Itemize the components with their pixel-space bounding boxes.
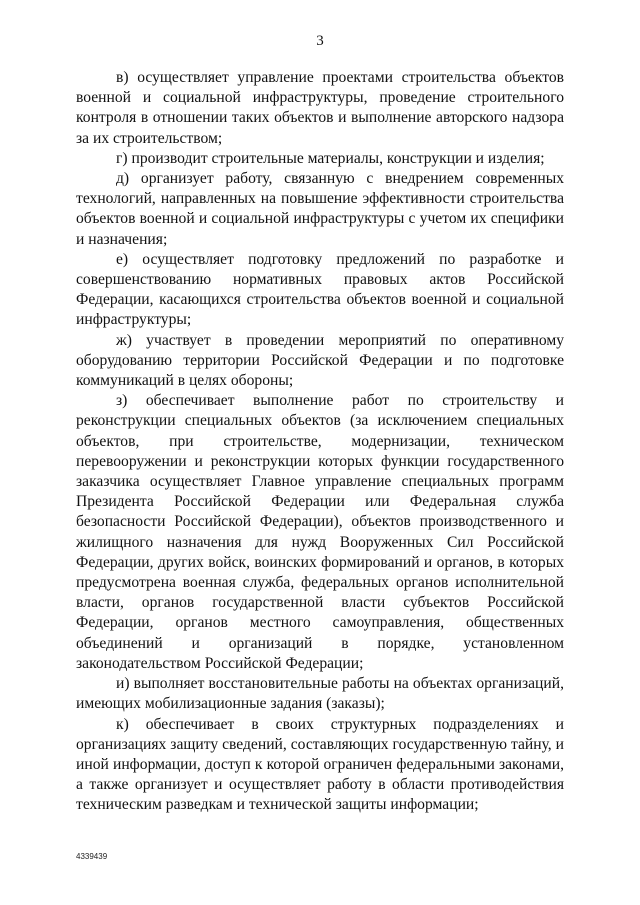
document-code: 4339439 [76,852,108,861]
paragraph-i: и) выполняет восстановительные работы на объектах организаций, имеющих мобилизационные задания (заказы); [76,675,564,713]
paragraph-zh: ж) участвует в проведении мероприятий по оперативному оборудованию территории Российской Федерации и по подготовке коммуникаций в целях обороны; [76,331,564,390]
page-number: 3 [316,33,324,49]
paragraph-k: к) обеспечивает в своих структурных подразделениях и организациях защиту сведений, составляющих государственную тайну, и иной информации, доступ к которой ограничен федеральными законами, а также организует и осуществляет работу в области противодействия техническим разведкам и технической защиты информации; [76,715,564,814]
paragraph-g: г) производит строительные материалы, конструкции и изделия; [116,149,545,167]
paragraph-v: в) осуществляет управление проектами строительства объектов военной и социальной инфраструктуры, проведение строительного контроля в отношении таких объектов и выполнение авторского надзора за их строительством; [76,69,564,147]
paragraph-z: з) обеспечивает выполнение работ по строительству и реконструкции специальных объектов (за исключением специальных объектов, при строительстве, модернизации, техническом перевооружении и реконструкции которых функции государственного заказчика осуществляет Главное управление специальных программ Президента Российской Федерации или Федеральная служба безопасности Российской Федерации), объектов производственного и жилищного назначения для нужд Вооруженных Сил Российской Федерации, других войск, воинских формирований и органов, в которых предусмотрена военная служба, федеральных органов исполнительной власти, органов государственной власти субъектов Российской Федерации, органов местного самоуправления, общественных объединений и организаций в порядке, установленном законодательством Российской Федерации; [76,392,564,672]
paragraph-d: д) организует работу, связанную с внедрением современных технологий, направленных на повышение эффективности строительства объектов военной и социальной инфраструктуры с учетом их специфики и назначения; [76,170,564,248]
paragraph-e: е) осуществляет подготовку предложений по разработке и совершенствованию нормативных правовых актов Российской Федерации, касающихся строительства объектов военной и социальной инфраструктуры; [76,250,564,329]
document-body [76,68,564,816]
